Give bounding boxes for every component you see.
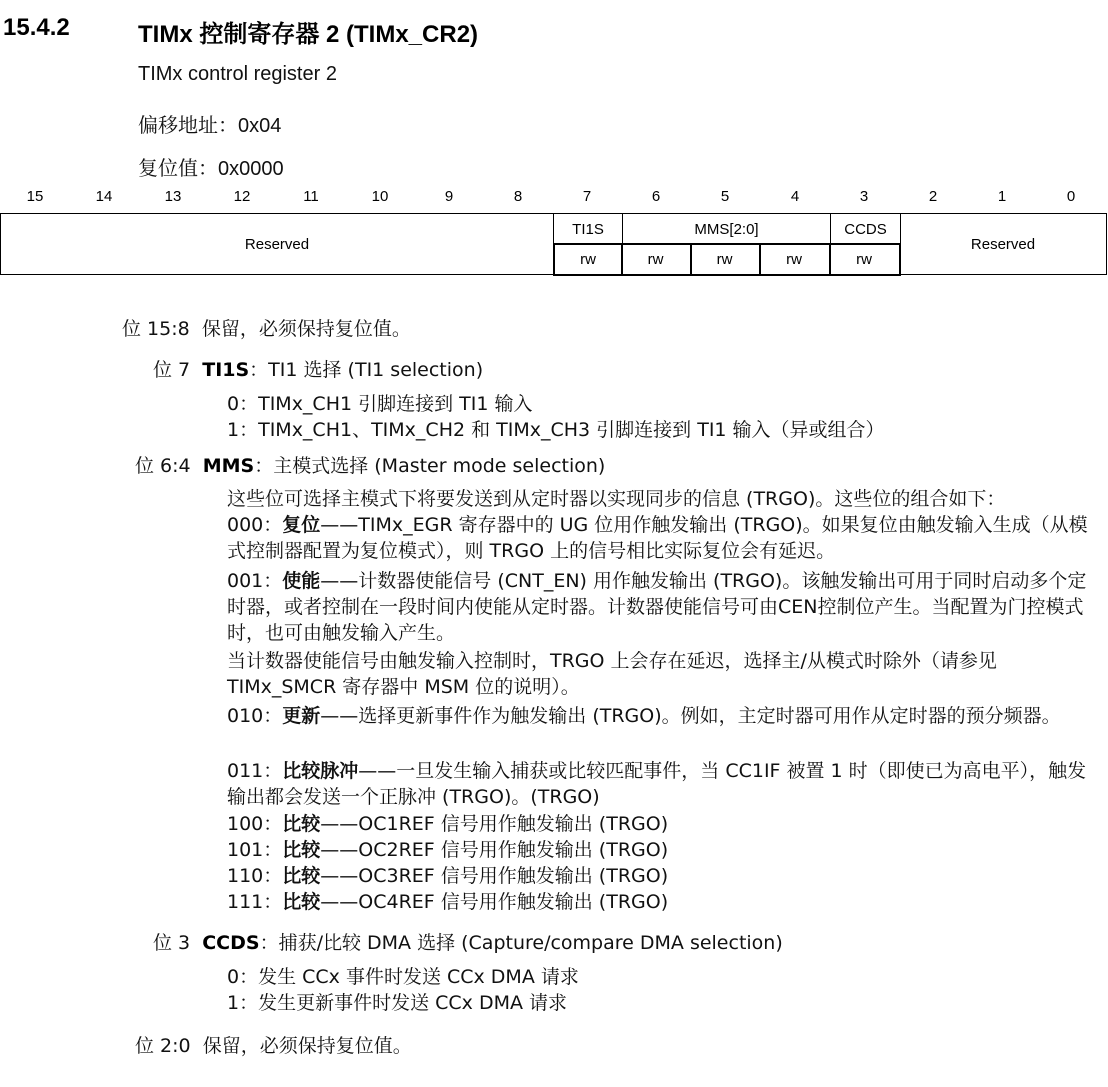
- bit-number: 13: [164, 188, 182, 205]
- access-mms-4: rw: [759, 243, 831, 276]
- mms-option-000: [227, 512, 1103, 564]
- option-text: ——OC1REF 信号用作触发输出 (TRGO): [320, 813, 669, 835]
- field-name: CCDS: [844, 220, 887, 238]
- option-name: 复位: [282, 514, 321, 536]
- field-name: TI1S: [572, 220, 604, 238]
- option-name: 比较: [282, 839, 321, 861]
- reset-value: [138, 152, 284, 181]
- field-name: MMS: [202, 455, 255, 477]
- mms-option-110: [227, 863, 1103, 889]
- option-code: 001：: [227, 570, 283, 592]
- desc-bits-15-8: [122, 316, 411, 342]
- bit-number: 5: [720, 188, 730, 205]
- bit-text: 保留，必须保持复位值。: [202, 1035, 412, 1057]
- mms-option-010: [227, 703, 1103, 729]
- field-title: ：TI1 选择 (TI1 selection): [249, 359, 484, 381]
- bit-number: 12: [233, 188, 251, 205]
- access-ccds: rw: [829, 243, 901, 276]
- bit-text: 保留，必须保持复位值。: [201, 318, 411, 340]
- field-title: ：捕获/比较 DMA 选择 (Capture/compare DMA selection): [259, 932, 783, 954]
- bit-number: 11: [303, 188, 319, 205]
- bit-number: 15: [26, 188, 44, 205]
- option-code: 000：: [227, 514, 283, 536]
- option-text: ——OC4REF 信号用作触发输出 (TRGO): [320, 891, 669, 913]
- bit-label: 位 3: [153, 932, 191, 954]
- field-mms: [622, 213, 831, 244]
- mms-intro: 这些位可选择主模式下将要发送到从定时器以实现同步的信息 (TRGO)。这些位的组合如下：: [227, 488, 1006, 510]
- bit-label: 位 6:4: [135, 455, 191, 477]
- option-name: 比较: [282, 865, 321, 887]
- desc-bits-2-0: [135, 1033, 412, 1059]
- option-text: ——OC3REF 信号用作触发输出 (TRGO): [320, 865, 669, 887]
- desc-bit-7: [153, 357, 483, 383]
- option-code: 101：: [227, 839, 283, 861]
- reset-value-text: 0x0000: [218, 158, 284, 180]
- bit-number: 6: [651, 188, 661, 205]
- desc-bit-3: [153, 930, 783, 956]
- field-name: CCDS: [202, 932, 260, 954]
- access-mms-5: rw: [690, 243, 761, 276]
- field-title: ：主模式选择 (Master mode selection): [254, 455, 606, 477]
- desc-bits-6-4: [135, 453, 605, 479]
- access-ti1s: rw: [553, 243, 623, 276]
- bit-number: 3: [859, 188, 869, 205]
- offset-value: 0x04: [238, 115, 282, 137]
- option-name: 使能: [282, 570, 321, 592]
- bit-number: 0: [1066, 188, 1076, 205]
- option-text: ——TIMx_EGR 寄存器中的 UG 位用作触发输出 (TRGO)。如果复位由触发输入生成（从模式控制器配置为复位模式），则 TRGO 上的信号相比实际复位会有延迟。: [227, 514, 1088, 562]
- option-name: 比较: [282, 813, 321, 835]
- option-text: ——OC2REF 信号用作触发输出 (TRGO): [320, 839, 669, 861]
- field-name: MMS[2:0]: [694, 220, 759, 238]
- option-code: 011：: [227, 760, 283, 782]
- bit-number: 4: [790, 188, 800, 205]
- option-name: 比较: [282, 891, 321, 913]
- field-reserved-high: [0, 213, 554, 275]
- section-number: 15.4.2: [3, 14, 70, 41]
- option-text: ——选择更新事件作为触发输出 (TRGO)。例如，主定时器可用作从定时器的预分频器。: [320, 705, 1061, 727]
- bit-number: 2: [928, 188, 938, 205]
- field-ccds: [830, 213, 901, 244]
- option-text: ——一旦发生输入捕获或比较匹配事件，当 CC1IF 被置 1 时（即使已为高电平），触发输出都会发送一个正脉冲 (TRGO)。(TRGO): [227, 760, 1087, 808]
- bit-number: 7: [582, 188, 592, 205]
- bit-label: 位 2:0: [135, 1035, 191, 1057]
- ti1s-option-1: 1：TIMx_CH1、TIMx_CH2 和 TIMx_CH3 引脚连接到 TI1 输入（异或组合）: [227, 419, 885, 441]
- mms-option-001-note: 当计数器使能信号由触发输入控制时，TRGO 上会存在延迟，选择主/从模式时除外（请参见 TIMx_SMCR 寄存器中 MSM 位的说明）。: [227, 650, 997, 698]
- option-code: 111：: [227, 891, 283, 913]
- section-title: TIMx 控制寄存器 2 (TIMx_CR2): [138, 21, 479, 48]
- option-name: 比较脉冲: [282, 760, 359, 782]
- option-code: 110：: [227, 865, 283, 887]
- offset-address: [138, 109, 281, 138]
- ccds-option-1: 1：发生更新事件时发送 CCx DMA 请求: [227, 992, 568, 1014]
- bit-number: 1: [997, 188, 1007, 205]
- option-code: 100：: [227, 813, 283, 835]
- bit-number: 14: [95, 188, 113, 205]
- bit-number: 9: [444, 188, 454, 205]
- bit-label: 位 15:8: [122, 318, 190, 340]
- mms-option-101: [227, 837, 1103, 863]
- bit-number: 8: [513, 188, 523, 205]
- offset-label: 偏移地址：: [138, 115, 238, 137]
- option-name: 更新: [282, 705, 321, 727]
- option-code: 010：: [227, 705, 283, 727]
- option-text: ——计数器使能信号 (CNT_EN) 用作触发输出 (TRGO)。该触发输出可用于同时启动多个定时器，或者控制在一段时间内使能从定时器。计数器使能信号可由CEN控制位产生。当配置为门控模式时，也可由触发输入产生。: [227, 570, 1087, 644]
- field-name: TI1S: [202, 359, 250, 381]
- mms-option-001: [227, 568, 1103, 646]
- field-ti1s: [553, 213, 623, 244]
- mms-option-100: [227, 811, 1103, 837]
- register-map: [0, 213, 1107, 275]
- bit-number: 10: [371, 188, 389, 205]
- access-mms-6: rw: [621, 243, 692, 276]
- field-reserved-low: [900, 213, 1107, 275]
- ti1s-option-0: 0：TIMx_CH1 引脚连接到 TI1 输入: [227, 393, 533, 415]
- register-subtitle: TIMx control register 2: [138, 63, 337, 85]
- bit-label: 位 7: [153, 359, 191, 381]
- reset-label: 复位值：: [138, 158, 218, 180]
- field-name: Reserved: [244, 235, 310, 253]
- mms-option-011: [227, 758, 1103, 810]
- field-name: Reserved: [970, 235, 1036, 253]
- mms-option-111: [227, 889, 1103, 915]
- ccds-option-0: 0：发生 CCx 事件时发送 CCx DMA 请求: [227, 966, 579, 988]
